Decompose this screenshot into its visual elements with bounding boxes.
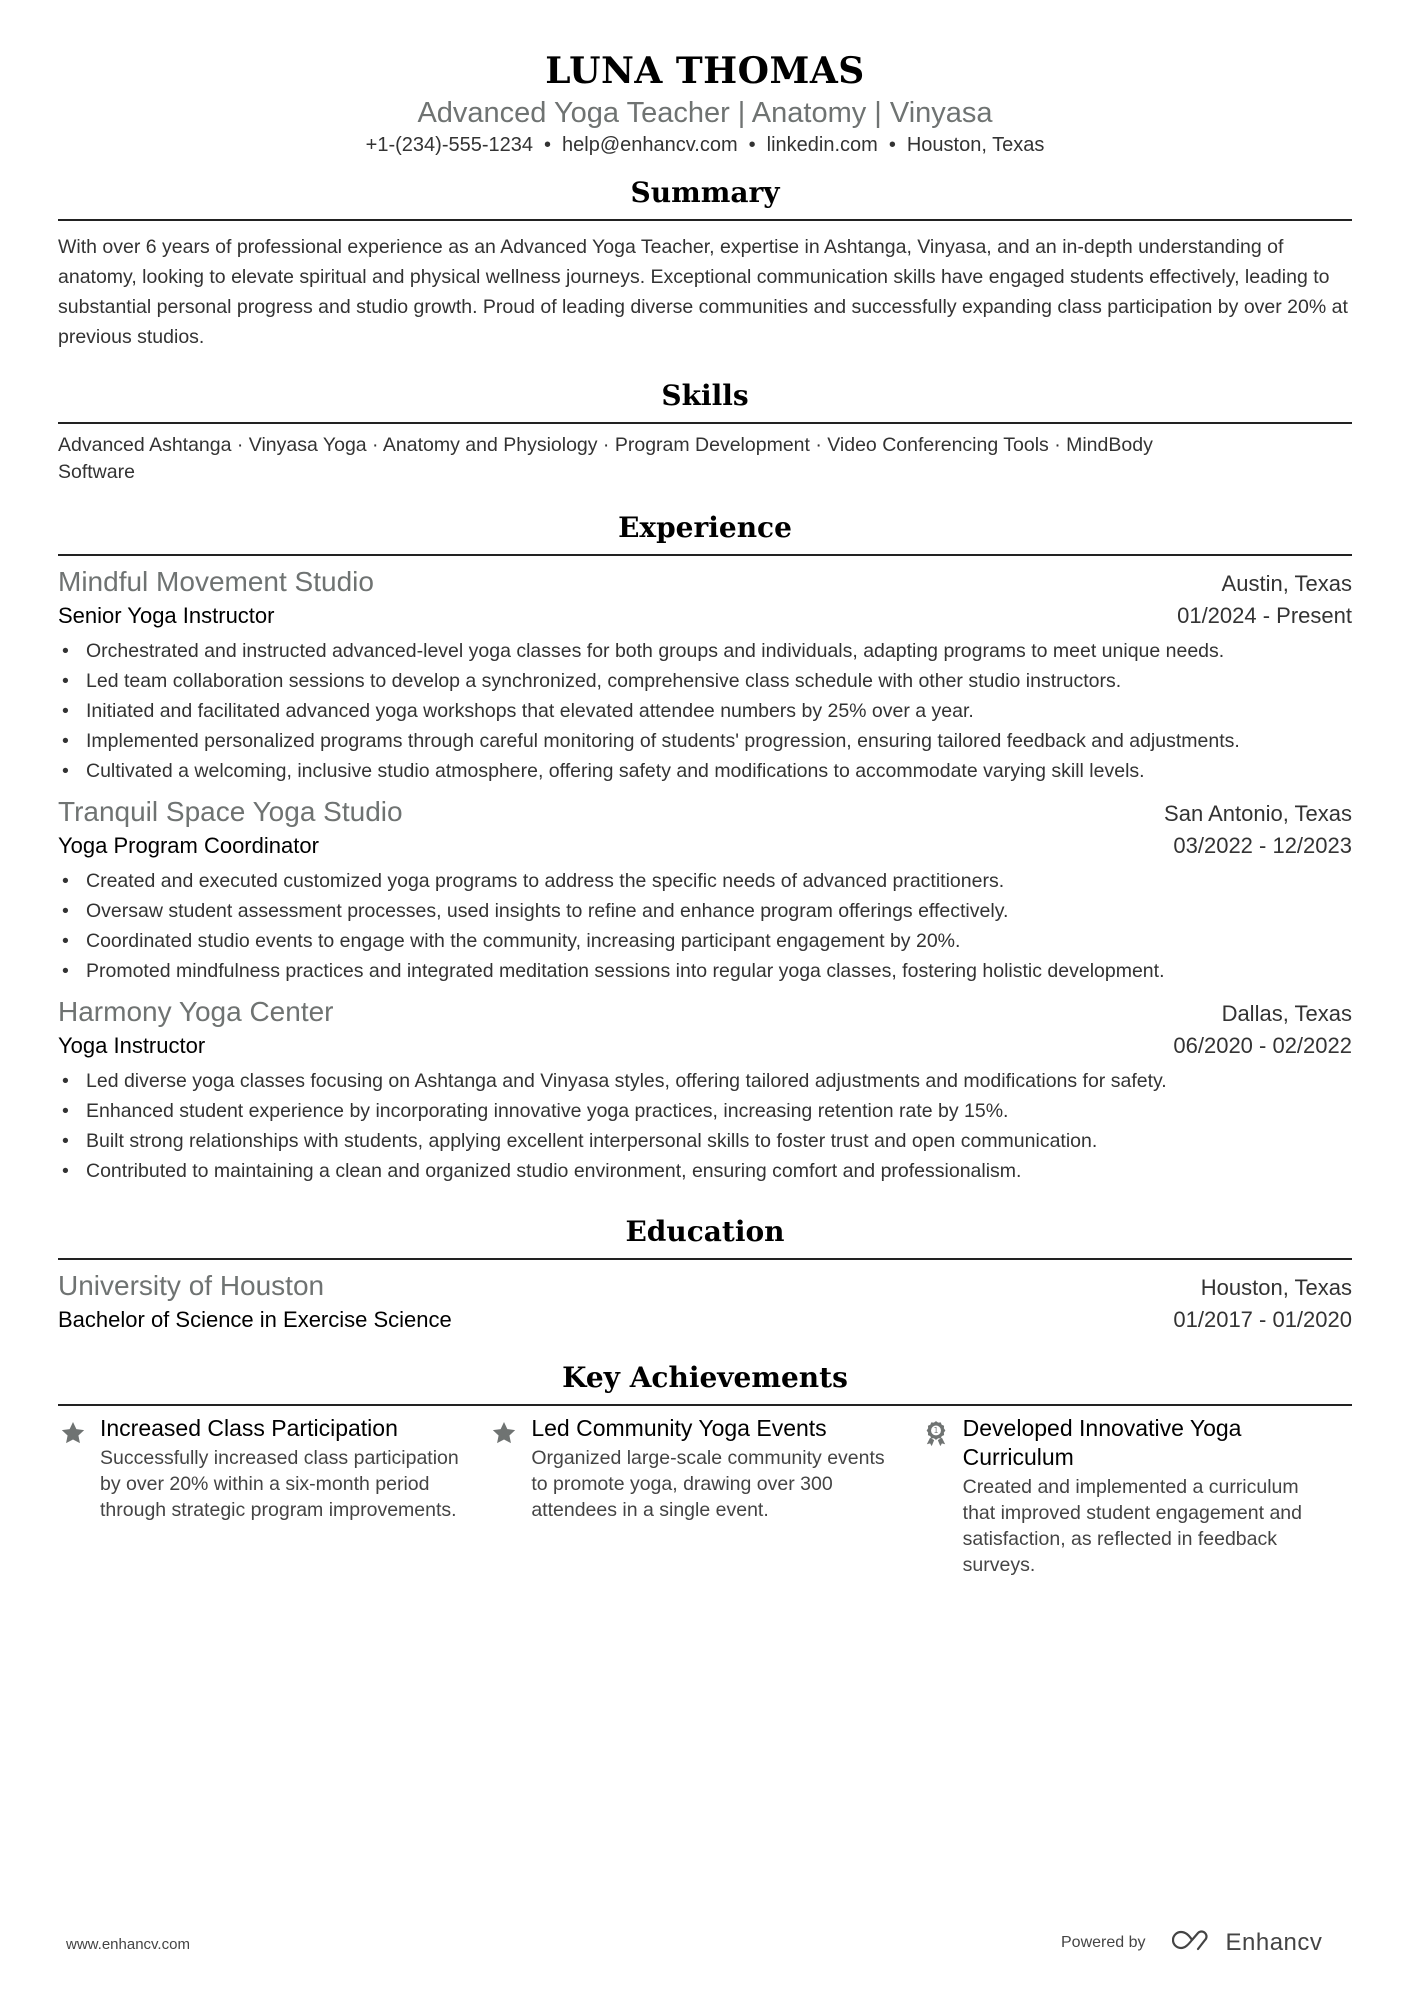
section-divider [58,1404,1352,1406]
enhancv-brand[interactable]: Enhancv [1225,1928,1323,1956]
company-name: Mindful Movement Studio [58,566,374,597]
job-bullets [58,1066,1352,1186]
education-dates: 01/2017 - 01/2020 [1173,1307,1352,1332]
achievement-title: Led Community Yoga Events [531,1415,827,1441]
achievement-description: Created and implemented a curriculum that improved student engagement and satisfaction, as reflected in feedback surveys. [962,1476,1302,1576]
powered-by-label: Powered by [1061,1933,1146,1951]
section-title: Key Achievements [562,1361,848,1394]
job-title: Senior Yoga Instructor [58,603,275,628]
svg-text:1: 1 [933,1426,939,1436]
bullet-item: • Orchestrated and instructed advanced-level yoga classes for both groups and individuals, adapting programs to meet unique needs. [58,636,1352,666]
footer-website-link[interactable]: www.enhancv.com [66,1936,190,1953]
footer-branding [1061,1928,1322,1957]
job-dates: 01/2024 - Present [1177,603,1352,628]
candidate-name: LUNA THOMAS [545,50,865,92]
job-title: Yoga Program Coordinator [58,833,319,858]
job-bullets [58,866,1352,986]
star-icon [489,1414,531,1578]
company-name: Harmony Yoga Center [58,996,334,1027]
bullet-item: • Oversaw student assessment processes, used insights to refine and enhance program offerings effectively. [58,896,1352,926]
achievements-grid [58,1414,1352,1578]
bullet-item: • Created and executed customized yoga programs to address the specific needs of advanced practitioners. [58,866,1352,896]
job-bullets [58,636,1352,786]
bullet-item: • Built strong relationships with students, applying excellent interpersonal skills to foster trust and open communication. [58,1126,1352,1156]
phone: +1-(234)-555-1234 [365,134,534,156]
star-icon [58,1414,100,1578]
location: Houston, Texas [906,134,1045,156]
company-name: Tranquil Space Yoga Studio [58,796,403,827]
skills-list: Advanced Ashtanga · Vinyasa Yoga · Anatomy and Physiology · Program Development · Video Conferencing Tools · MindBody Software [58,434,1153,483]
bullet-item: • Implemented personalized programs through careful monitoring of students' progression, ensuring tailored feedback and adjustments. [58,726,1352,756]
linkedin-link[interactable]: linkedin.com [766,134,878,156]
section-divider [58,422,1352,424]
education-entry [58,1268,1352,1336]
section-title: Summary [630,176,780,209]
bullet-item: • Led diverse yoga classes focusing on Ashtanga and Vinyasa styles, offering tailored adjustments and modifications for safety. [58,1066,1352,1096]
bullet-item: • Promoted mindfulness practices and integrated meditation sessions into regular yoga classes, fostering holistic development. [58,956,1352,986]
resume-page [58,0,1352,1578]
experience-section [58,510,1352,1186]
bullet-item: • Contributed to maintaining a clean and organized studio environment, ensuring comfort and professionalism. [58,1156,1352,1186]
achievement-item [489,1414,920,1578]
contact-info [58,132,1352,158]
achievement-description: Organized large-scale community events to promote yoga, drawing over 300 attendees in a single event. [531,1447,885,1521]
bullet-item: • Coordinated studio events to engage with the community, increasing participant engagement by 20%. [58,926,1352,956]
award-medal-icon [921,1414,963,1578]
separator: • [544,134,552,156]
achievement-item [921,1414,1352,1578]
job-location: Dallas, Texas [1221,1001,1352,1026]
summary-section [58,175,1352,352]
school-location: Houston, Texas [1200,1275,1352,1300]
job-dates: 03/2022 - 12/2023 [1173,833,1352,858]
job-title: Yoga Instructor [58,1033,206,1058]
email-link[interactable]: help@enhancv.com [562,134,738,156]
section-divider [58,1258,1352,1260]
bullet-item: • Enhanced student experience by incorporating innovative yoga practices, increasing retention rate by 15%. [58,1096,1352,1126]
achievement-item [58,1414,489,1578]
section-title: Education [625,1215,785,1248]
job-dates: 06/2020 - 02/2022 [1173,1033,1352,1058]
school-name: University of Houston [58,1270,325,1301]
job-entry [58,994,1352,1186]
resume-header [58,0,1352,158]
section-divider [58,554,1352,556]
achievement-title: Developed Innovative Yoga Curriculum [962,1415,1242,1470]
achievement-title: Increased Class Participation [100,1415,398,1441]
achievements-section [58,1360,1352,1578]
section-title: Experience [618,511,792,544]
bullet-item: • Cultivated a welcoming, inclusive studio atmosphere, offering safety and modifications to accommodate varying skill levels. [58,756,1352,786]
section-title: Skills [661,379,749,412]
bullet-item: • Led team collaboration sessions to develop a synchronized, comprehensive class schedule with other studio instructors. [58,666,1352,696]
enhancv-logo-icon [1172,1928,1218,1957]
separator: • [748,134,756,156]
job-location: Austin, Texas [1221,571,1352,596]
summary-text: With over 6 years of professional experience as an Advanced Yoga Teacher, expertise in Ashtanga, Vinyasa, and an in-depth understanding of anatomy, looking to elevate spiritual and physical wellness journeys. Exceptional communication skills have engaged students effectively, leading to substantial personal progress and studio growth. Proud of leading diverse communities and successfully expanding class participation by over 20% at previous studios. [58,236,1348,348]
job-entry [58,794,1352,986]
degree: Bachelor of Science in Exercise Science [58,1307,452,1332]
job-entry [58,564,1352,786]
skills-section [58,378,1352,486]
separator: • [888,134,896,156]
education-section [58,1214,1352,1336]
candidate-headline: Advanced Yoga Teacher | Anatomy | Vinyasa [417,97,993,129]
bullet-item: • Initiated and facilitated advanced yoga workshops that elevated attendee numbers by 25% over a year. [58,696,1352,726]
achievement-description: Successfully increased class participation by over 20% within a six-month period through strategic program improvements. [100,1447,459,1521]
job-location: San Antonio, Texas [1164,801,1352,826]
section-divider [58,219,1352,221]
